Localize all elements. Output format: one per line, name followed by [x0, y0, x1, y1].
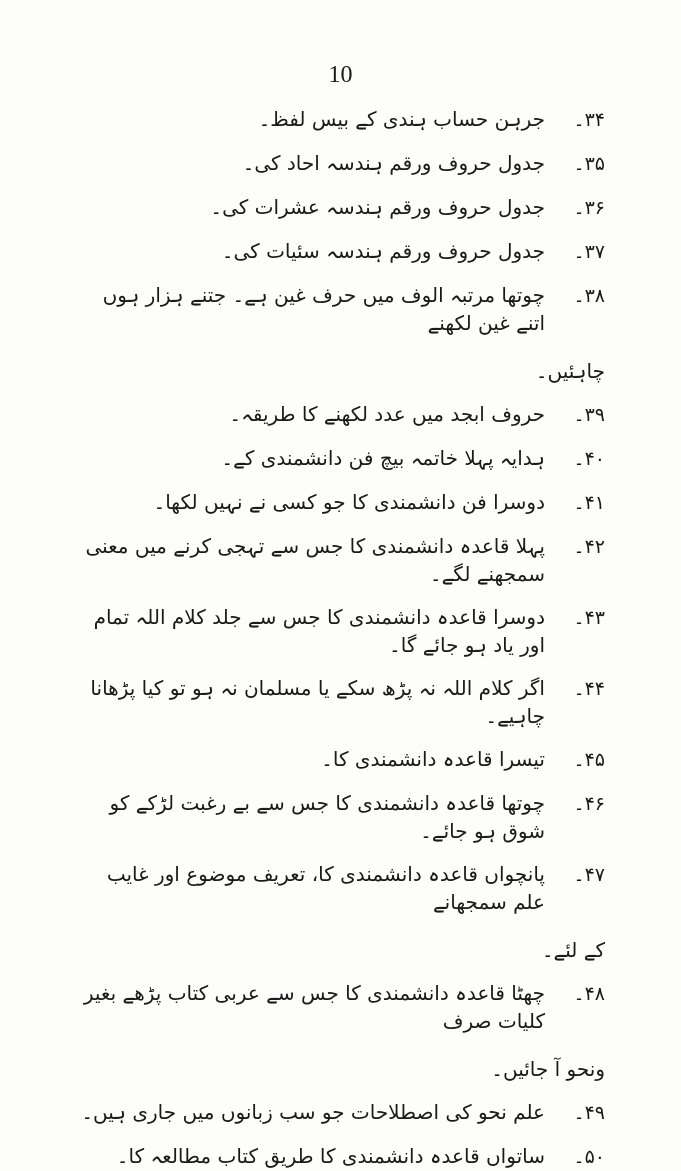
entry-text: جدول حروف ورقم ہندسہ سئیات کی۔ — [221, 239, 545, 263]
entry-number: ۴۸۔ — [573, 983, 605, 1005]
entry-number: ۳۵۔ — [573, 153, 605, 175]
entry-text: جدول حروف ورقم ہندسہ عشرات کی۔ — [210, 195, 545, 219]
toc-entry — [80, 1142, 605, 1171]
toc-entry — [80, 674, 605, 730]
entry-continuation: کے لئے۔ — [541, 938, 605, 962]
entry-number: ۳۹۔ — [573, 404, 605, 426]
entry-number: ۴۵۔ — [573, 749, 605, 771]
entry-text: ہدایہ پہلا خاتمہ بیچ فن دانشمندی کے۔ — [221, 446, 545, 470]
toc-entry — [80, 979, 605, 1035]
entry-text: تیسرا قاعدہ دانشمندی کا۔ — [321, 747, 545, 771]
entry-number: ۳۴۔ — [573, 109, 605, 131]
toc-entry — [80, 488, 605, 517]
toc-entry — [80, 789, 605, 845]
entry-text: پہلا قاعدہ دانشمندی کا جس سے تہجی کرنے میں معنی سمجھنے لگے۔ — [85, 534, 545, 586]
entry-text: چوتھا قاعدہ دانشمندی کا جس سے بے رغبت لڑکے کو شوق ہو جائے۔ — [109, 791, 545, 843]
entry-number: ۴۲۔ — [573, 536, 605, 558]
entry-text: جرہن حساب ہندی کے بیس لفظ۔ — [258, 107, 545, 131]
entry-number: ۳۷۔ — [573, 241, 605, 263]
entry-text: چھٹا قاعدہ دانشمندی کا جس سے عربی کتاب پڑھے بغیر کلیات صرف — [83, 981, 545, 1033]
toc-entry — [80, 745, 605, 774]
entry-number: ۴۴۔ — [573, 678, 605, 700]
entry-number: ۴۹۔ — [573, 1102, 605, 1124]
entry-text: اگر کلام اللہ نہ پڑھ سکے یا مسلمان نہ ہو تو کیا پڑھانا چاہیے۔ — [90, 676, 545, 728]
toc-entry — [80, 532, 605, 588]
page-number: 10 — [328, 62, 353, 88]
entry-continuation: چاہئیں۔ — [535, 359, 605, 383]
toc-entry — [80, 281, 605, 337]
entry-number: ۴۳۔ — [573, 607, 605, 629]
toc-entry — [80, 603, 605, 659]
toc-entry — [80, 237, 605, 266]
toc-entry — [80, 1098, 605, 1127]
toc-entry — [80, 105, 605, 134]
entry-number: ۳۸۔ — [573, 285, 605, 307]
entry-list — [80, 105, 605, 1171]
toc-entry — [80, 400, 605, 429]
entry-text: دوسرا فن دانشمندی کا جو کسی نے نہیں لکھا۔ — [153, 490, 545, 514]
entry-number: ۴۰۔ — [573, 448, 605, 470]
entry-text: جدول حروف ورقم ہندسہ احاد کی۔ — [242, 151, 545, 175]
entry-text: چوتھا مرتبہ الوف میں حرف غین ہے۔ جتنے ہزار ہوں اتنے غین لکھنے — [102, 283, 545, 335]
entry-number: ۳۶۔ — [573, 197, 605, 219]
entry-number: ۴۷۔ — [573, 864, 605, 886]
toc-entry — [80, 193, 605, 222]
entry-text: حروف ابجد میں عدد لکھنے کا طریقہ۔ — [229, 402, 545, 426]
entry-text: دوسرا قاعدہ دانشمندی کا جس سے جلد کلام اللہ تمام اور یاد ہو جائے گا۔ — [93, 605, 545, 657]
toc-entry — [80, 444, 605, 473]
toc-entry — [80, 860, 605, 916]
entry-text: علم نحو کی اصطلاحات جو سب زبانوں میں جاری ہیں۔ — [81, 1100, 545, 1124]
entry-continuation: ونحو آ جائیں۔ — [491, 1057, 605, 1081]
toc-entry — [80, 149, 605, 178]
entry-text: پانچواں قاعدہ دانشمندی کا، تعریف موضوع اور غایب علم سمجھانے — [106, 862, 545, 914]
entry-number: ۴۱۔ — [573, 492, 605, 514]
entry-text: ساتواں قاعدہ دانشمندی کا طریق کتاب مطالعہ کا۔ — [116, 1144, 545, 1168]
entry-number: ۵۰۔ — [573, 1146, 605, 1168]
entry-number: ۴۶۔ — [573, 793, 605, 815]
